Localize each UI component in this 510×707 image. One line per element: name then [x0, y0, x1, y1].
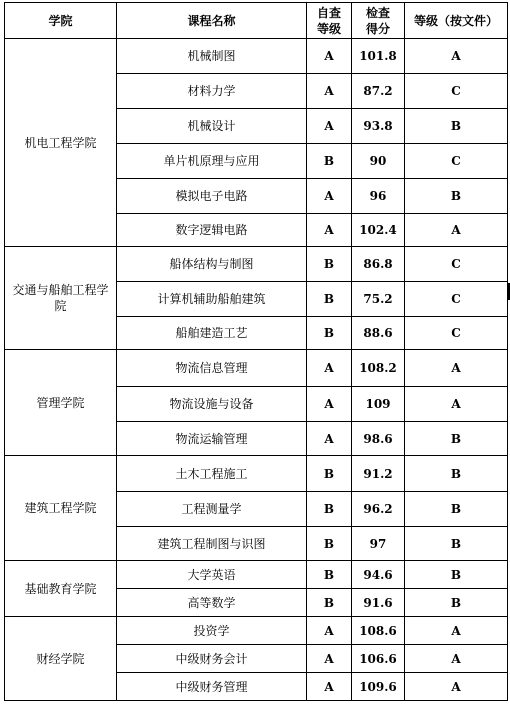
- check-score-cell: 86.8: [352, 247, 405, 282]
- header-final-grade: 等级（按文件）: [405, 3, 508, 39]
- self-grade-cell: A: [307, 350, 352, 387]
- course-cell: 计算机辅助船舶建筑: [117, 282, 307, 317]
- table-row: [5, 561, 508, 589]
- final-grade-cell: B: [405, 492, 508, 527]
- final-grade-cell: A: [405, 673, 508, 701]
- course-cell: 物流运输管理: [117, 422, 307, 456]
- check-score-cell: 96.2: [352, 492, 405, 527]
- final-grade-cell: A: [405, 645, 508, 673]
- self-grade-cell: B: [307, 247, 352, 282]
- self-grade-cell: B: [307, 492, 352, 527]
- check-score-cell: 106.6: [352, 645, 405, 673]
- self-grade-cell: A: [307, 214, 352, 247]
- course-cell: 投资学: [117, 617, 307, 645]
- header-row: [5, 3, 508, 39]
- header-school: 学院: [5, 3, 117, 39]
- header-self-grade: [307, 3, 352, 39]
- course-cell: 机械设计: [117, 109, 307, 144]
- course-cell: 高等数学: [117, 589, 307, 617]
- course-cell: 土木工程施工: [117, 456, 307, 492]
- final-grade-cell: C: [405, 282, 508, 317]
- self-grade-cell: A: [307, 179, 352, 214]
- self-grade-cell: B: [307, 589, 352, 617]
- check-score-cell: 108.6: [352, 617, 405, 645]
- final-grade-cell: B: [405, 589, 508, 617]
- check-score-cell: 96: [352, 179, 405, 214]
- header-course: 课程名称: [117, 3, 307, 39]
- course-cell: 物流设施与设备: [117, 387, 307, 422]
- school-cell: 基础教育学院: [5, 561, 117, 617]
- final-grade-cell: A: [405, 39, 508, 74]
- table-row: [5, 350, 508, 387]
- school-cell: 建筑工程学院: [5, 456, 117, 561]
- check-score-cell: 93.8: [352, 109, 405, 144]
- course-cell: 船舶建造工艺: [117, 317, 307, 350]
- course-cell: 物流信息管理: [117, 350, 307, 387]
- self-grade-cell: A: [307, 109, 352, 144]
- final-grade-cell: A: [405, 617, 508, 645]
- final-grade-cell: C: [405, 144, 508, 179]
- check-score-cell: 109.6: [352, 673, 405, 701]
- final-grade-cell: A: [405, 214, 508, 247]
- check-score-cell: 97: [352, 527, 405, 561]
- self-grade-cell: A: [307, 74, 352, 109]
- header-check-score-line2: 得分: [365, 21, 390, 36]
- final-grade-cell: C: [405, 74, 508, 109]
- header-check-score-line1: 检查: [365, 5, 390, 20]
- course-cell: 建筑工程制图与识图: [117, 527, 307, 561]
- header-self-grade-line1: 自查: [316, 5, 341, 20]
- school-cell: 管理学院: [5, 350, 117, 456]
- final-grade-cell: A: [405, 387, 508, 422]
- course-cell: 中级财务管理: [117, 673, 307, 701]
- header-self-grade-line2: 等级: [316, 21, 341, 36]
- check-score-cell: 75.2: [352, 282, 405, 317]
- table-row: [5, 617, 508, 645]
- self-grade-cell: B: [307, 456, 352, 492]
- course-cell: 模拟电子电路: [117, 179, 307, 214]
- course-cell: 机械制图: [117, 39, 307, 74]
- self-grade-cell: B: [307, 527, 352, 561]
- self-grade-cell: A: [307, 422, 352, 456]
- course-cell: 中级财务会计: [117, 645, 307, 673]
- check-score-cell: 91.6: [352, 589, 405, 617]
- self-grade-cell: A: [307, 617, 352, 645]
- table-row: [5, 247, 508, 282]
- check-score-cell: 108.2: [352, 350, 405, 387]
- check-score-cell: 88.6: [352, 317, 405, 350]
- check-score-cell: 94.6: [352, 561, 405, 589]
- final-grade-cell: B: [405, 422, 508, 456]
- course-cell: 数字逻辑电路: [117, 214, 307, 247]
- self-grade-cell: B: [307, 144, 352, 179]
- check-score-cell: 98.6: [352, 422, 405, 456]
- check-score-cell: 109: [352, 387, 405, 422]
- table-row: [5, 456, 508, 492]
- course-cell: 工程测量学: [117, 492, 307, 527]
- school-cell: 交通与船舶工程学院: [5, 247, 117, 350]
- school-cell: 财经学院: [5, 617, 117, 701]
- course-cell: 单片机原理与应用: [117, 144, 307, 179]
- final-grade-cell: B: [405, 179, 508, 214]
- final-grade-cell: B: [405, 561, 508, 589]
- self-grade-cell: B: [307, 317, 352, 350]
- self-grade-cell: A: [307, 39, 352, 74]
- check-score-cell: 102.4: [352, 214, 405, 247]
- check-score-cell: 87.2: [352, 74, 405, 109]
- self-grade-cell: B: [307, 561, 352, 589]
- final-grade-cell: C: [405, 247, 508, 282]
- course-cell: 材料力学: [117, 74, 307, 109]
- final-grade-cell: B: [405, 109, 508, 144]
- school-cell: 机电工程学院: [5, 39, 117, 247]
- self-grade-cell: A: [307, 645, 352, 673]
- self-grade-cell: A: [307, 673, 352, 701]
- course-cell: 大学英语: [117, 561, 307, 589]
- table-body: [5, 39, 508, 701]
- table-row: [5, 39, 508, 74]
- final-grade-cell: B: [405, 456, 508, 492]
- check-score-cell: 90: [352, 144, 405, 179]
- final-grade-cell: B: [405, 527, 508, 561]
- self-grade-cell: B: [307, 282, 352, 317]
- course-cell: 船体结构与制图: [117, 247, 307, 282]
- self-grade-cell: A: [307, 387, 352, 422]
- check-score-cell: 101.8: [352, 39, 405, 74]
- course-evaluation-table: [4, 2, 508, 701]
- final-grade-cell: A: [405, 350, 508, 387]
- header-check-score: [352, 3, 405, 39]
- check-score-cell: 91.2: [352, 456, 405, 492]
- final-grade-cell: C: [405, 317, 508, 350]
